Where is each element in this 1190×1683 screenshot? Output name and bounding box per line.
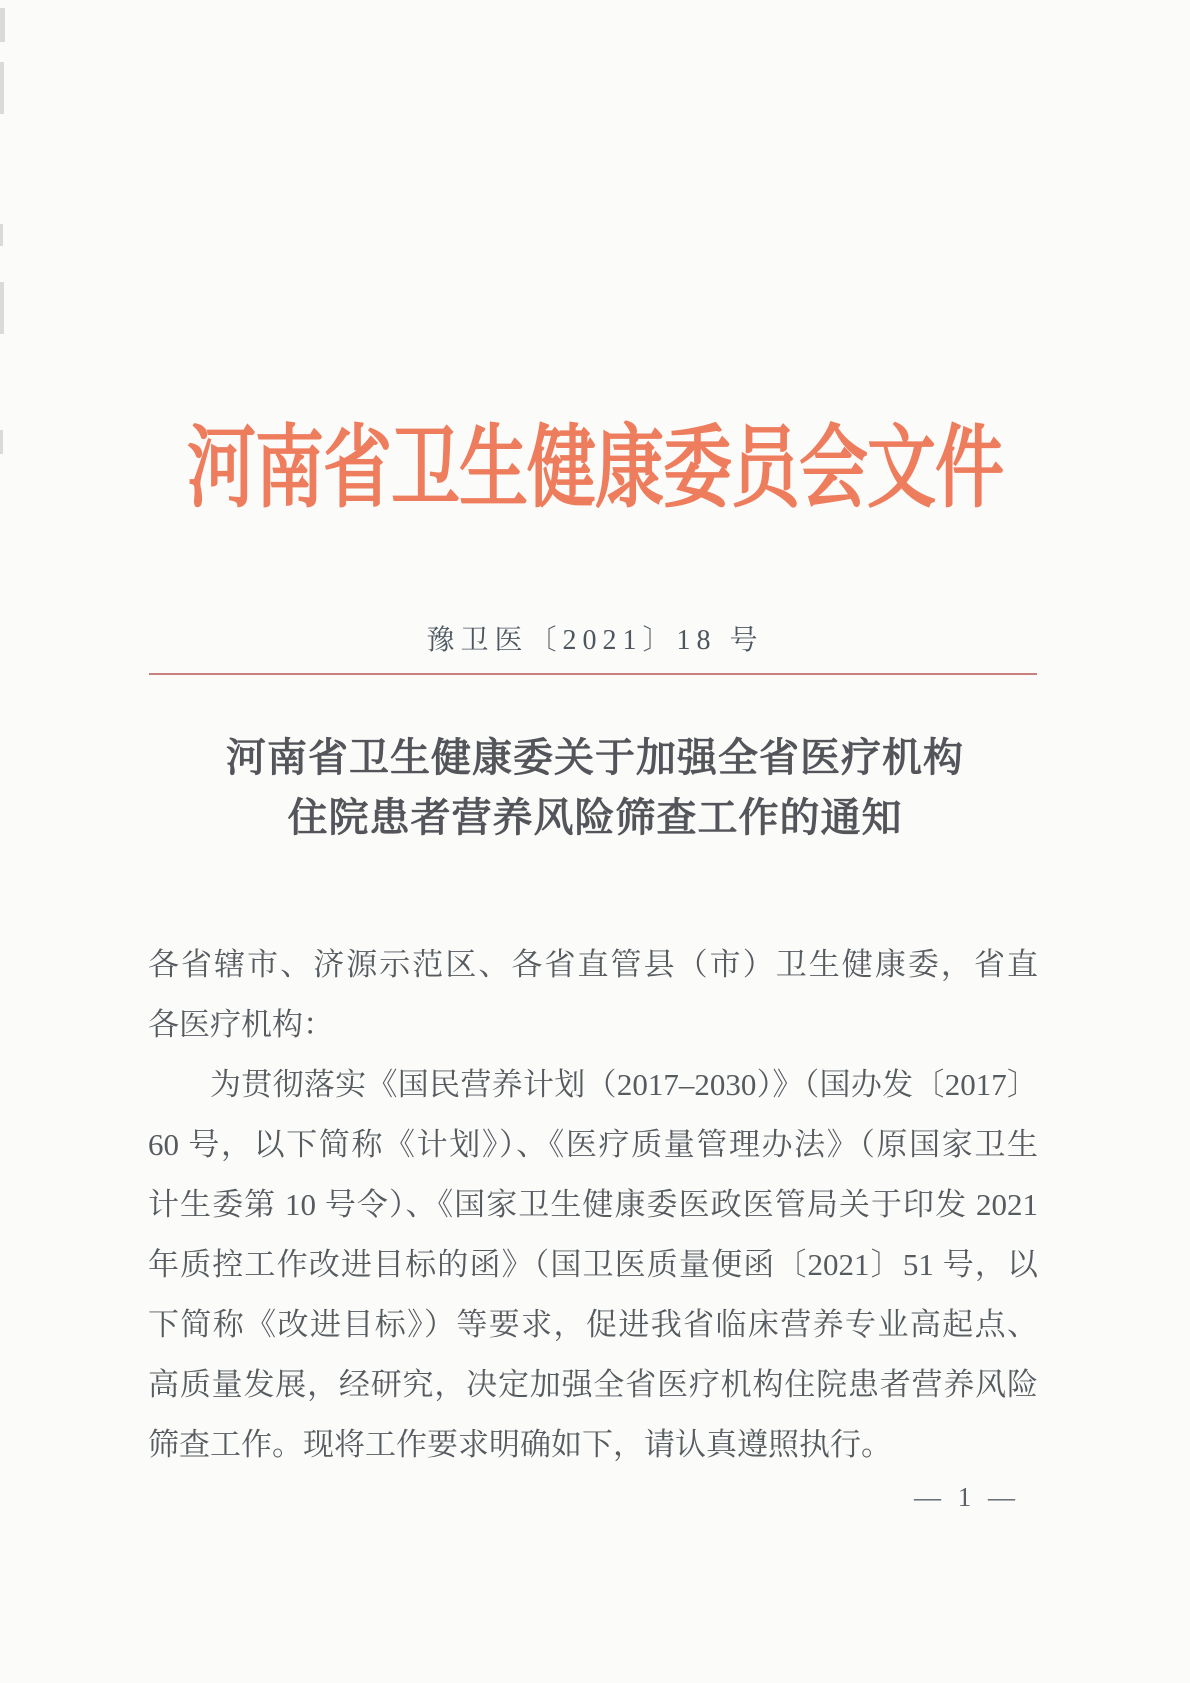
body-line-salutation: 各省辖市、济源示范区、各省直管县（市）卫生健康委，省直: [148, 947, 1038, 982]
scan-artifact: [0, 8, 5, 42]
body-line: 高质量发展，经研究，决定加强全省医疗机构住院患者营养风险: [148, 1367, 1038, 1402]
scan-artifact: [0, 282, 4, 334]
document-title-line2: 住院患者营养风险筛查工作的通知: [287, 795, 903, 840]
body-line: 为贯彻落实《国民营养计划（2017–2030）》（国办发〔2017〕: [210, 1067, 1038, 1102]
body-line: 60 号，以下简称《计划》）、《医疗质量管理办法》（原国家卫生: [148, 1127, 1038, 1162]
body-line: 年质控工作改进目标的函》（国卫医质量便函〔2021〕51 号，以: [148, 1247, 1038, 1282]
body-line-paragraph-end: 筛查工作。现将工作要求明确如下，请认真遵照执行。: [148, 1427, 892, 1462]
body-line: 下简称《改进目标》）等要求，促进我省临床营养专业高起点、: [148, 1307, 1038, 1342]
red-divider-line: [149, 673, 1037, 675]
document-title-line1: 河南省卫生健康委关于加强全省医疗机构: [226, 735, 964, 780]
body-line: 计生委第 10 号令）、《国家卫生健康委医政医管局关于印发 2021: [148, 1187, 1038, 1222]
document-body: [148, 935, 1038, 1475]
page-number: — 1 —: [914, 1482, 1020, 1512]
document-reference-number: 豫卫医〔2021〕18 号: [426, 625, 764, 656]
agency-letterhead-title: 河南省卫生健康委员会文件: [187, 419, 1003, 519]
document-title: [0, 728, 1190, 848]
body-line-salutation-end: 各医疗机构：: [148, 1007, 334, 1042]
scan-artifact: [0, 62, 4, 114]
scan-artifact: [0, 224, 3, 246]
